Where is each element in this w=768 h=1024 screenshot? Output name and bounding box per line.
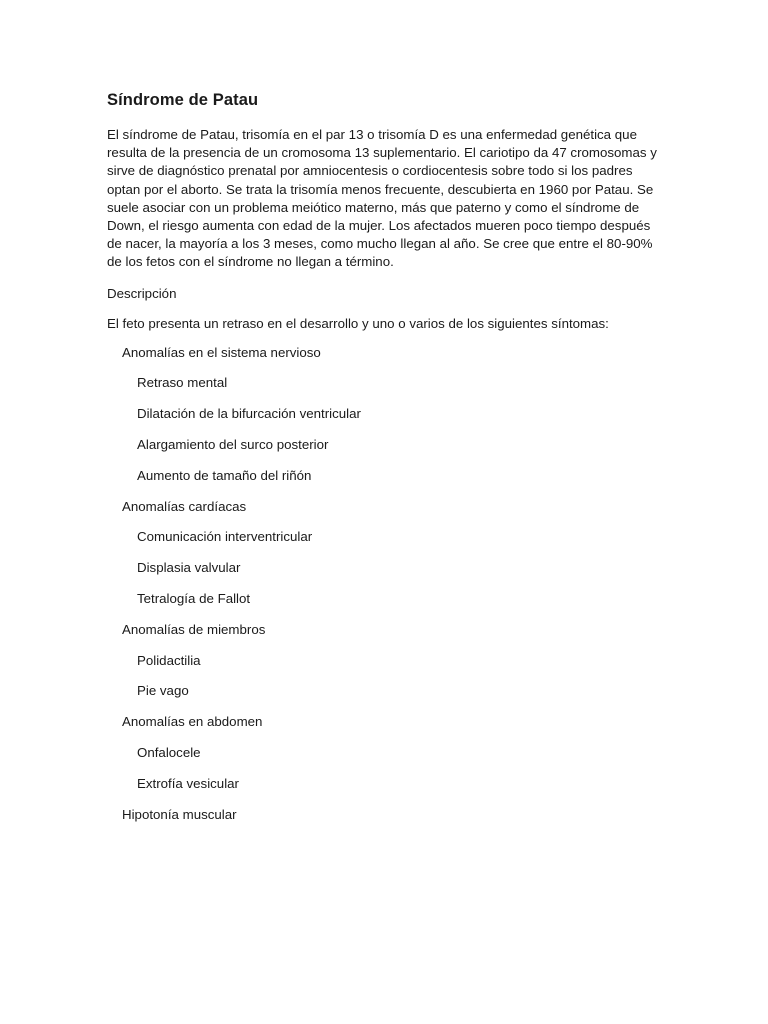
category-item — [107, 344, 667, 485]
category-label: Anomalías en abdomen — [122, 714, 263, 730]
list-item: Retraso mental — [137, 375, 228, 391]
subitem-list — [122, 374, 667, 484]
subitem-list — [122, 528, 667, 608]
category-item — [107, 498, 667, 608]
list-item: Dilatación de la bifurcación ventricular — [137, 406, 361, 422]
section-heading: Descripción — [107, 285, 177, 301]
category-item — [107, 713, 667, 793]
symptom-list — [107, 344, 667, 824]
intro-paragraph: El síndrome de Patau, trisomía en el par 13 o trisomía D es una enfermedad genética que resulta de la presencia de un cromosoma 13 suplementario. El cariotipo da 47 cromosomas y sirve de diagnóstico prenatal por amniocentesis o cordiocentesis sobre todo si los padres optan por el aborto. Se trata la trisomía menos frecuente, descubierta en 1960 por Patau. Se suele asociar con un problema meiótico materno, más que paterno y como el síndrome de Down, el riesgo aumenta con edad de la mujer. Los afectados mueren poco tiempo después de nacer, la mayoría a los 3 meses, como mucho llegan al año. Se cree que entre el 80-90% de los fetos con el síndrome no llegan a término. — [107, 127, 657, 270]
page-title: Síndrome de Patau — [107, 91, 259, 109]
subitem-list — [122, 652, 667, 701]
category-item — [107, 806, 667, 824]
section-intro: El feto presenta un retraso en el desarrollo y uno o varios de los siguientes síntomas: — [107, 315, 609, 331]
category-label: Anomalías en el sistema nervioso — [122, 344, 321, 360]
list-item: Polidactilia — [137, 652, 201, 668]
list-item: Onfalocele — [137, 744, 201, 760]
list-item: Displasia valvular — [137, 560, 241, 576]
document-page — [107, 88, 667, 824]
list-item: Alargamiento del surco posterior — [137, 437, 329, 453]
subitem-list — [122, 744, 667, 793]
list-item: Tetralogía de Fallot — [137, 591, 251, 606]
category-item — [107, 621, 667, 701]
list-item: Comunicación interventricular — [137, 529, 313, 545]
list-item: Pie vago — [137, 683, 189, 699]
category-label: Anomalías de miembros — [122, 621, 266, 637]
list-item: Aumento de tamaño del riñón — [137, 467, 312, 483]
category-label: Hipotonía muscular — [122, 806, 237, 822]
category-label: Anomalías cardíacas — [122, 498, 247, 514]
list-item: Extrofía vesicular — [137, 775, 239, 791]
